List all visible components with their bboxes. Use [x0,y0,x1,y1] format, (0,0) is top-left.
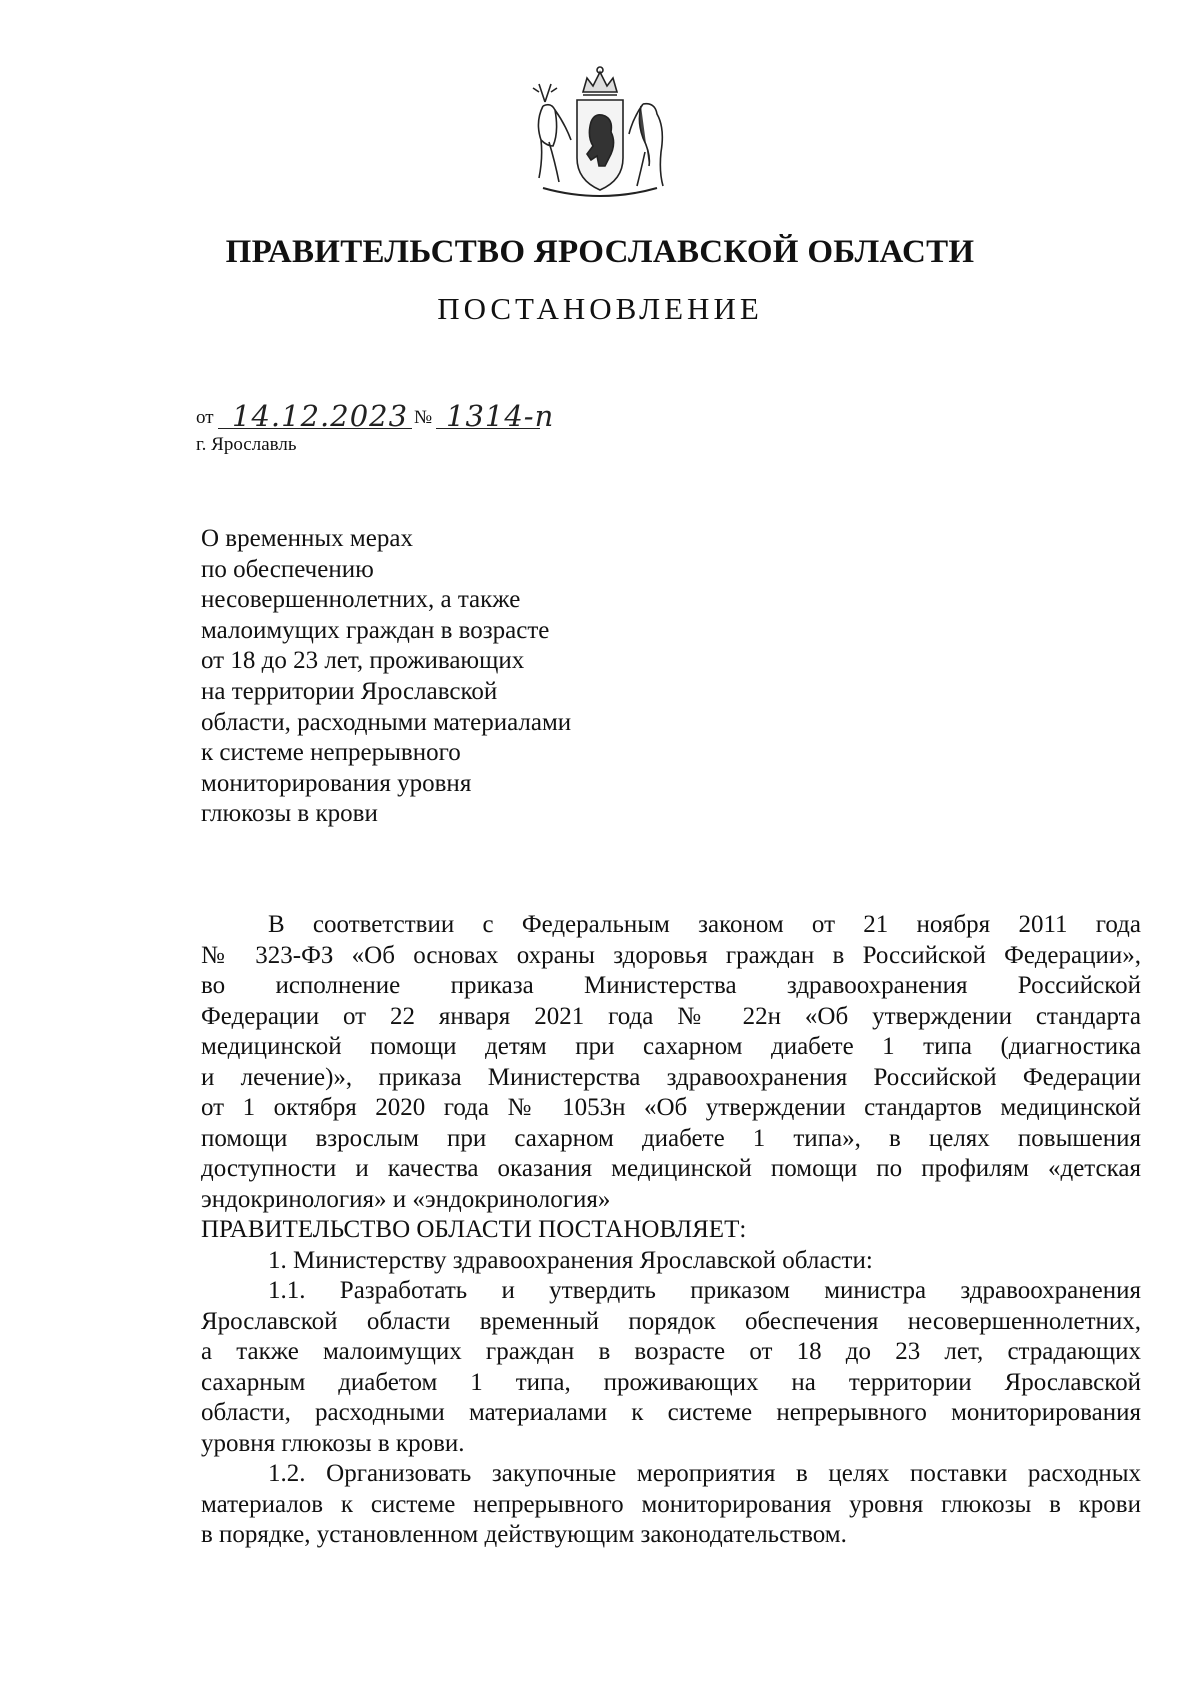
subject-line: несовершеннолетних, а также [201,586,521,614]
subject-line: от 18 до 23 лет, проживающих [201,647,525,675]
preamble-line: помощи взрослым при сахарном диабете 1 типа», в целях повышения [201,1124,1141,1152]
item-1-1-line: а также малоимущих граждан в возрасте от 18 до 23 лет, страдающих [201,1338,1141,1365]
preamble-line: во исполнение приказа Министерства здравоохранения Российской [201,972,1141,999]
item-1: 1. Министерству здравоохранения Ярославской области: [268,1246,873,1274]
item-1-1-line: уровня глюкозы в крови. [201,1429,465,1457]
preamble-line: В соответствии с Федеральным законом от 21 ноября 2011 года [268,911,1141,938]
subject-line: по обеспечению [201,555,374,583]
subject-line: на территории Ярославской [201,677,498,705]
handwritten-date: 14.12.2023 [232,399,409,433]
city-of-issue: г. Ярославль [196,434,297,455]
preamble-line: № 323-ФЗ «Об основах охраны здоровья граждан в Российской Федерации», [201,941,1141,969]
item-1-2-line: материалов к системе непрерывного мониторирования уровня глюкозы в крови [201,1490,1141,1518]
date-number-line [196,393,596,433]
item-1-1-line: области, расходными материалами к системе непрерывного мониторирования [201,1399,1141,1426]
number-label: № [414,407,433,428]
item-1-2-line: в порядке, установленном действующим законодательством. [201,1521,847,1548]
handwritten-number: 1314-п [446,399,555,433]
preamble-line: и лечение)», приказа Министерства здравоохранения Российской Федерации [201,1063,1141,1091]
issuing-authority-title: ПРАВИТЕЛЬСТВО ЯРОСЛАВСКОЙ ОБЛАСТИ [225,234,975,270]
subject-line: к системе непрерывного [201,739,461,767]
preamble-line: Федерации от 22 января 2021 года № 22н «Об утверждении стандарта [201,1002,1141,1030]
item-1-1-line: 1.1. Разработать и утвердить приказом министра здравоохранения [268,1277,1141,1304]
item-1-2-line: 1.2. Организовать закупочные мероприятия в целях поставки расходных [268,1460,1141,1487]
preamble-line: медицинской помощи детям при сахарном диабете 1 типа (диагностика [201,1033,1141,1060]
subject-line: малоимущих граждан в возрасте [201,616,550,644]
coat-of-arms-emblem [525,62,675,202]
document-body [201,910,1141,1551]
subject-line: мониторирования уровня [201,769,472,797]
preamble-line: эндокринология» и «эндокринология» [201,1185,611,1213]
item-1-1-line: Ярославской области временный порядок обеспечения несовершеннолетних, [201,1307,1141,1335]
subject-line: О временных мерах [201,525,413,552]
item-1-1-line: сахарным диабетом 1 типа, проживающих на территории Ярославской [201,1368,1141,1396]
resolves-heading: ПРАВИТЕЛЬСТВО ОБЛАСТИ ПОСТАНОВЛЯЕТ: [201,1216,747,1243]
subject-line: глюкозы в крови [201,800,378,828]
preamble-line: доступности и качества оказания медицинской помощи по профилям «детская [201,1155,1141,1182]
from-label: от [196,407,214,428]
preamble-line: от 1 октября 2020 года № 1053н «Об утверждении стандартов медицинской [201,1094,1141,1121]
subject-line: области, расходными материалами [201,708,572,736]
document-type-heading: ПОСТАНОВЛЕНИЕ [437,291,763,326]
document-subject [201,524,571,830]
